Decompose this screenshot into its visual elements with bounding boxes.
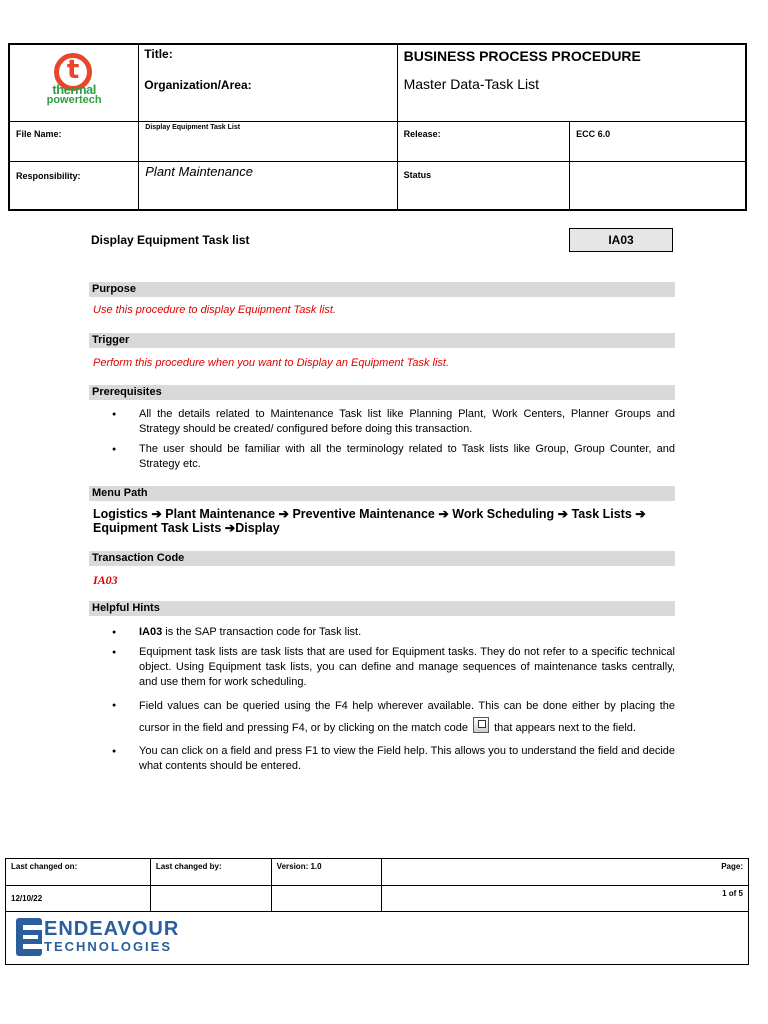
last-changed-by-value xyxy=(150,886,271,912)
trigger-text: Perform this procedure when you want to Display an Equipment Task list. xyxy=(93,357,450,369)
file-name-value: Display Equipment Task List xyxy=(139,121,397,161)
version-value xyxy=(271,886,381,912)
endeavour-wordmark: ENDEAVOUR xyxy=(44,918,180,940)
list-item: ● You can click on a field and press F1 to view the Field help. This allows you to understand the field and decide what contents should be entered. xyxy=(112,744,675,774)
org-label: Organization/Area: xyxy=(144,78,252,92)
page-value: 1 of 5 xyxy=(381,886,748,912)
responsibility-label: Responsibility: xyxy=(9,161,139,210)
purpose-text: Use this procedure to display Equipment Task list. xyxy=(93,304,336,316)
date-value: 12/10/22 xyxy=(6,886,151,912)
trigger-heading: Trigger xyxy=(89,333,675,348)
status-label: Status xyxy=(397,161,569,210)
purpose-heading: Purpose xyxy=(89,282,675,297)
transaction-code-value: IA03 xyxy=(93,573,118,587)
last-changed-by-label: Last changed by: xyxy=(150,859,271,886)
logo-text-top: thermal xyxy=(52,82,96,97)
list-item: ● The user should be familiar with all the terminology related to Task lists like Group, Group Counter, and Strategy etc. xyxy=(112,442,675,472)
doc-type-cell xyxy=(397,44,746,121)
release-label: Release: xyxy=(397,121,569,161)
helpful-hints-list xyxy=(112,625,675,779)
hint-text: is the SAP transaction code for Task list. xyxy=(162,626,362,638)
list-item xyxy=(112,695,675,739)
list-item: ● All the details related to Maintenance Task list like Planning Plant, Work Centers, Planner Groups and Strategy should be created/ configured before doing this transaction. xyxy=(112,407,675,437)
list-item xyxy=(112,625,675,640)
file-name-label: File Name: xyxy=(9,121,139,161)
menu-path-text: Logistics ➔ Plant Maintenance ➔ Preventive Maintenance ➔ Work Scheduling ➔ Task Lists ➔ Equipment Task Lists ➔Display xyxy=(93,507,646,535)
footer-table xyxy=(5,858,749,965)
header-table xyxy=(8,43,747,211)
responsibility-value: Plant Maintenance xyxy=(139,161,397,210)
title-cell xyxy=(139,44,397,121)
release-value: ECC 6.0 xyxy=(570,121,746,161)
helpful-hints-heading: Helpful Hints xyxy=(89,601,675,616)
version-label: Version: 1.0 xyxy=(271,859,381,886)
tcode-box: IA03 xyxy=(569,228,673,252)
doc-subtitle: Master Data-Task List xyxy=(403,76,539,92)
list-item: ● Equipment task lists are task lists that are used for Equipment tasks. They do not refer to a specific technical object. Using Equipment task lists, you can define and manage sequences of maintenance tasks centrally, and use them for work scheduling. xyxy=(112,645,675,690)
doc-type: BUSINESS PROCESS PROCEDURE xyxy=(403,48,641,64)
hint-text: that appears next to the field. xyxy=(494,722,636,734)
logo-letter: t xyxy=(66,55,80,85)
match-code-icon xyxy=(473,717,489,733)
footer-logo-cell xyxy=(6,912,749,965)
thermal-powertech-logo xyxy=(34,53,114,109)
technologies-wordmark: TECHNOLOGIES xyxy=(44,939,173,954)
hint-tcode: IA03 xyxy=(139,626,163,638)
logo-cell xyxy=(9,44,139,121)
title-label: Title: xyxy=(144,47,173,61)
transaction-code-heading: Transaction Code xyxy=(89,551,675,566)
hint-text: Field values can be queried using the F4 help wherever available. This can be done either by placing the cursor in the field and pressing F4, or by clicking on the match code xyxy=(139,700,675,734)
prerequisites-heading: Prerequisites xyxy=(89,385,675,400)
page-title: Display Equipment Task list xyxy=(91,233,250,247)
prerequisites-list xyxy=(112,407,675,477)
page-label: Page: xyxy=(381,859,748,886)
menu-path-heading: Menu Path xyxy=(89,486,675,501)
endeavour-logo xyxy=(14,918,740,958)
endeavour-e-icon xyxy=(16,918,42,956)
status-value xyxy=(570,161,746,210)
last-changed-on-label: Last changed on: xyxy=(6,859,151,886)
logo-text-bottom: powertech xyxy=(46,94,102,106)
